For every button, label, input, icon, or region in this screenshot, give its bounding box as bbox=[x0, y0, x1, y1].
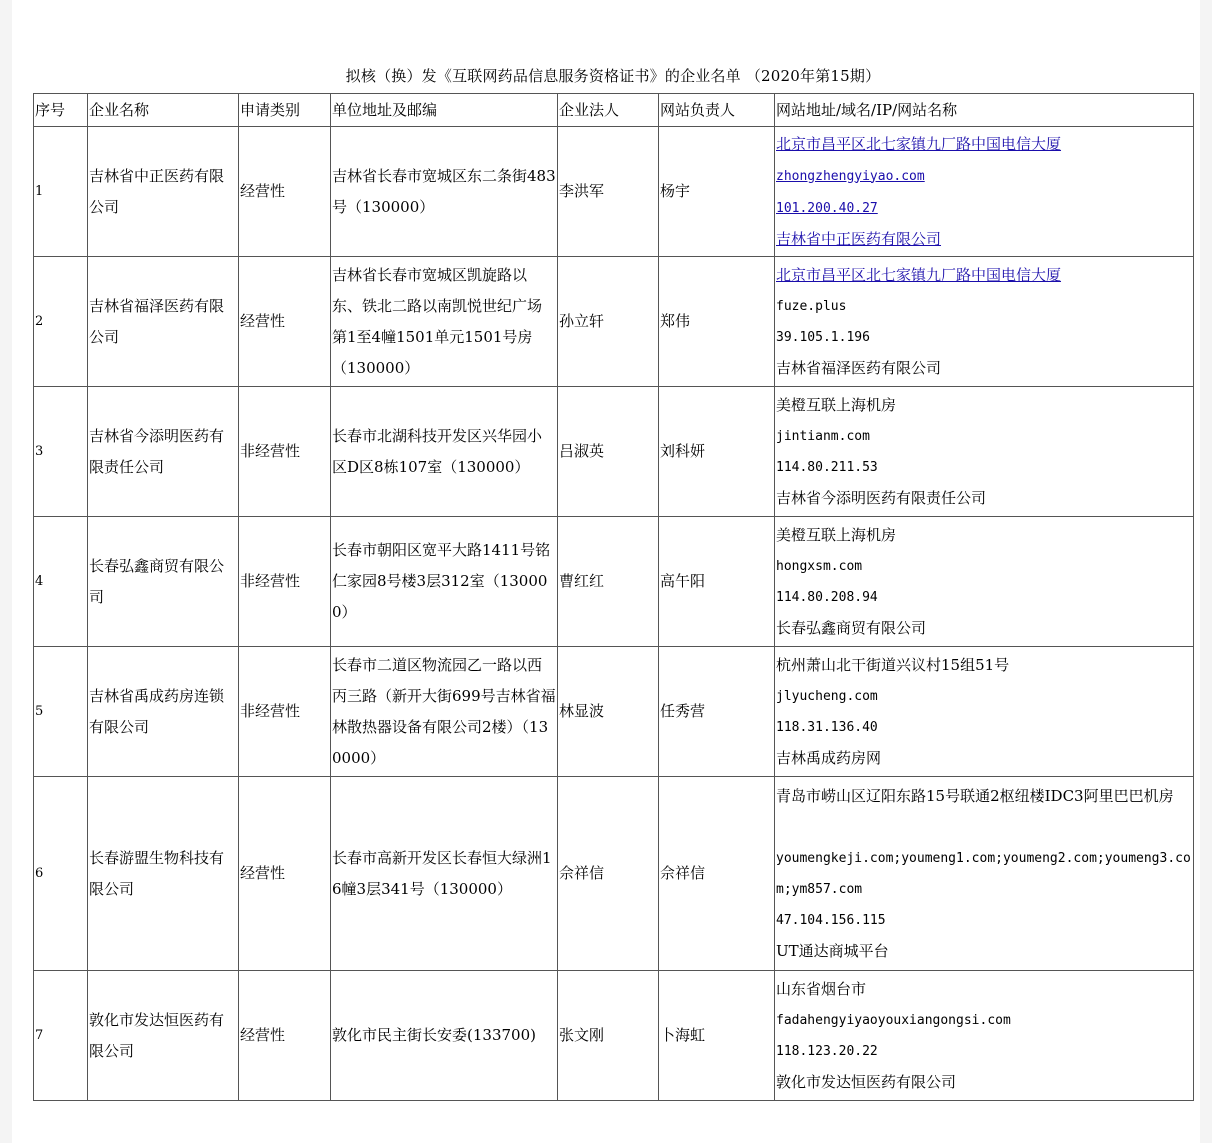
cell-legal: 李洪军 bbox=[558, 127, 659, 257]
table-row bbox=[34, 777, 1194, 971]
cell-website bbox=[775, 127, 1194, 257]
cell-seq: 1 bbox=[34, 127, 88, 257]
cell-category: 非经营性 bbox=[239, 647, 331, 777]
table-row bbox=[34, 387, 1194, 517]
header-legal: 企业法人 bbox=[558, 94, 659, 127]
cell-address: 敦化市民主街长安委(133700) bbox=[331, 971, 558, 1101]
site-location: 美橙互联上海机房 bbox=[776, 525, 897, 544]
cell-company: 长春弘鑫商贸有限公司 bbox=[88, 517, 239, 647]
site-ip-link[interactable]: 101.200.40.27 bbox=[776, 200, 878, 216]
cell-manager: 佘祥信 bbox=[659, 777, 775, 971]
site-location-link[interactable]: 北京市昌平区北七家镇九厂路中国电信大厦 bbox=[776, 134, 1062, 153]
cell-seq: 6 bbox=[34, 777, 88, 971]
site-location: 美橙互联上海机房 bbox=[776, 395, 897, 414]
cell-legal: 林显波 bbox=[558, 647, 659, 777]
cell-category: 非经营性 bbox=[239, 517, 331, 647]
table-row bbox=[34, 257, 1194, 387]
cell-manager: 郑伟 bbox=[659, 257, 775, 387]
header-company: 企业名称 bbox=[88, 94, 239, 127]
cell-website bbox=[775, 777, 1194, 971]
table-header-row bbox=[34, 94, 1194, 127]
site-name: 吉林禹成药房网 bbox=[776, 748, 882, 767]
site-name: UT通达商城平台 bbox=[776, 941, 889, 960]
cell-legal: 佘祥信 bbox=[558, 777, 659, 971]
site-domain: jintianm.com bbox=[776, 428, 870, 444]
site-ip: 118.31.136.40 bbox=[776, 719, 878, 735]
site-domain: fadahengyiyaoyouxiangongsi.com bbox=[776, 1012, 1011, 1028]
site-domain: fuze.plus bbox=[776, 298, 847, 314]
cell-company: 吉林省禹成药房连锁有限公司 bbox=[88, 647, 239, 777]
site-name-link[interactable]: 吉林省中正医药有限公司 bbox=[776, 229, 942, 248]
cell-seq: 3 bbox=[34, 387, 88, 517]
cell-manager: 卜海虹 bbox=[659, 971, 775, 1101]
cell-company: 吉林省福泽医药有限公司 bbox=[88, 257, 239, 387]
header-website: 网站地址/域名/IP/网站名称 bbox=[775, 94, 1194, 127]
site-location: 杭州萧山北干街道兴议村15组51号 bbox=[776, 655, 1010, 674]
cell-company: 吉林省中正医药有限公司 bbox=[88, 127, 239, 257]
cell-seq: 2 bbox=[34, 257, 88, 387]
site-location: 青岛市崂山区辽阳东路15号联通2枢纽楼IDC3阿里巴巴机房 bbox=[776, 786, 1174, 805]
site-ip: 114.80.211.53 bbox=[776, 459, 878, 475]
cell-category: 经营性 bbox=[239, 777, 331, 971]
cell-website bbox=[775, 647, 1194, 777]
site-name: 吉林省今添明医药有限责任公司 bbox=[776, 488, 987, 507]
page-margin-right bbox=[1200, 0, 1212, 1143]
header-category: 申请类别 bbox=[239, 94, 331, 127]
site-name: 长春弘鑫商贸有限公司 bbox=[776, 618, 927, 637]
cell-category: 经营性 bbox=[239, 127, 331, 257]
cell-seq: 5 bbox=[34, 647, 88, 777]
cell-company: 吉林省今添明医药有限责任公司 bbox=[88, 387, 239, 517]
site-name: 敦化市发达恒医药有限公司 bbox=[776, 1072, 957, 1091]
site-location-link[interactable]: 北京市昌平区北七家镇九厂路中国电信大厦 bbox=[776, 265, 1062, 284]
cell-address: 长春市北湖科技开发区兴华园小区D区8栋107室（130000） bbox=[331, 387, 558, 517]
cell-legal: 张文刚 bbox=[558, 971, 659, 1101]
cell-category: 经营性 bbox=[239, 971, 331, 1101]
table-row bbox=[34, 647, 1194, 777]
cell-seq: 7 bbox=[34, 971, 88, 1101]
header-seq: 序号 bbox=[34, 94, 88, 127]
site-domain: jlyucheng.com bbox=[776, 688, 878, 704]
site-ip: 39.105.1.196 bbox=[776, 329, 870, 345]
site-domain: hongxsm.com bbox=[776, 558, 863, 574]
cell-manager: 杨宇 bbox=[659, 127, 775, 257]
cell-website bbox=[775, 971, 1194, 1101]
site-ip: 118.123.20.22 bbox=[776, 1043, 878, 1059]
cell-address: 长春市朝阳区宽平大路1411号铭仁家园8号楼3层312室（130000） bbox=[331, 517, 558, 647]
header-address: 单位地址及邮编 bbox=[331, 94, 558, 127]
site-domain: youmengkeji.com;youmeng1.com;youmeng2.com;youmeng3.com;ym857.com bbox=[776, 850, 1191, 897]
cell-category: 非经营性 bbox=[239, 387, 331, 517]
cell-address: 吉林省长春市宽城区东二条街483号（130000） bbox=[331, 127, 558, 257]
cell-website bbox=[775, 257, 1194, 387]
site-ip: 114.80.208.94 bbox=[776, 589, 878, 605]
site-domain-link[interactable]: zhongzhengyiyao.com bbox=[776, 168, 925, 184]
enterprise-table bbox=[33, 93, 1194, 1101]
cell-legal: 孙立轩 bbox=[558, 257, 659, 387]
site-name: 吉林省福泽医药有限公司 bbox=[776, 358, 942, 377]
page-title: 拟核（换）发《互联网药品信息服务资格证书》的企业名单 （2020年第15期） bbox=[345, 67, 881, 85]
cell-website bbox=[775, 517, 1194, 647]
cell-manager: 任秀营 bbox=[659, 647, 775, 777]
cell-address: 长春市二道区物流园乙一路以西丙三路（新开大街699号吉林省福林散热器设备有限公司2楼）（130000） bbox=[331, 647, 558, 777]
cell-legal: 曹红红 bbox=[558, 517, 659, 647]
site-blank-line bbox=[776, 812, 1192, 843]
site-ip: 47.104.156.115 bbox=[776, 912, 886, 928]
cell-company: 长春游盟生物科技有限公司 bbox=[88, 777, 239, 971]
header-manager: 网站负责人 bbox=[659, 94, 775, 127]
page-margin-left bbox=[0, 0, 12, 1143]
cell-address: 吉林省长春市宽城区凯旋路以东、铁北二路以南凯悦世纪广场第1至4幢1501单元1501号房（130000） bbox=[331, 257, 558, 387]
table-row bbox=[34, 127, 1194, 257]
table-row bbox=[34, 517, 1194, 647]
cell-legal: 吕淑英 bbox=[558, 387, 659, 517]
cell-category: 经营性 bbox=[239, 257, 331, 387]
cell-manager: 高午阳 bbox=[659, 517, 775, 647]
cell-address: 长春市高新开发区长春恒大绿洲16幢3层341号（130000） bbox=[331, 777, 558, 971]
cell-website bbox=[775, 387, 1194, 517]
cell-company: 敦化市发达恒医药有限公司 bbox=[88, 971, 239, 1101]
cell-manager: 刘科妍 bbox=[659, 387, 775, 517]
site-location: 山东省烟台市 bbox=[776, 979, 867, 998]
cell-seq: 4 bbox=[34, 517, 88, 647]
table-row bbox=[34, 971, 1194, 1101]
